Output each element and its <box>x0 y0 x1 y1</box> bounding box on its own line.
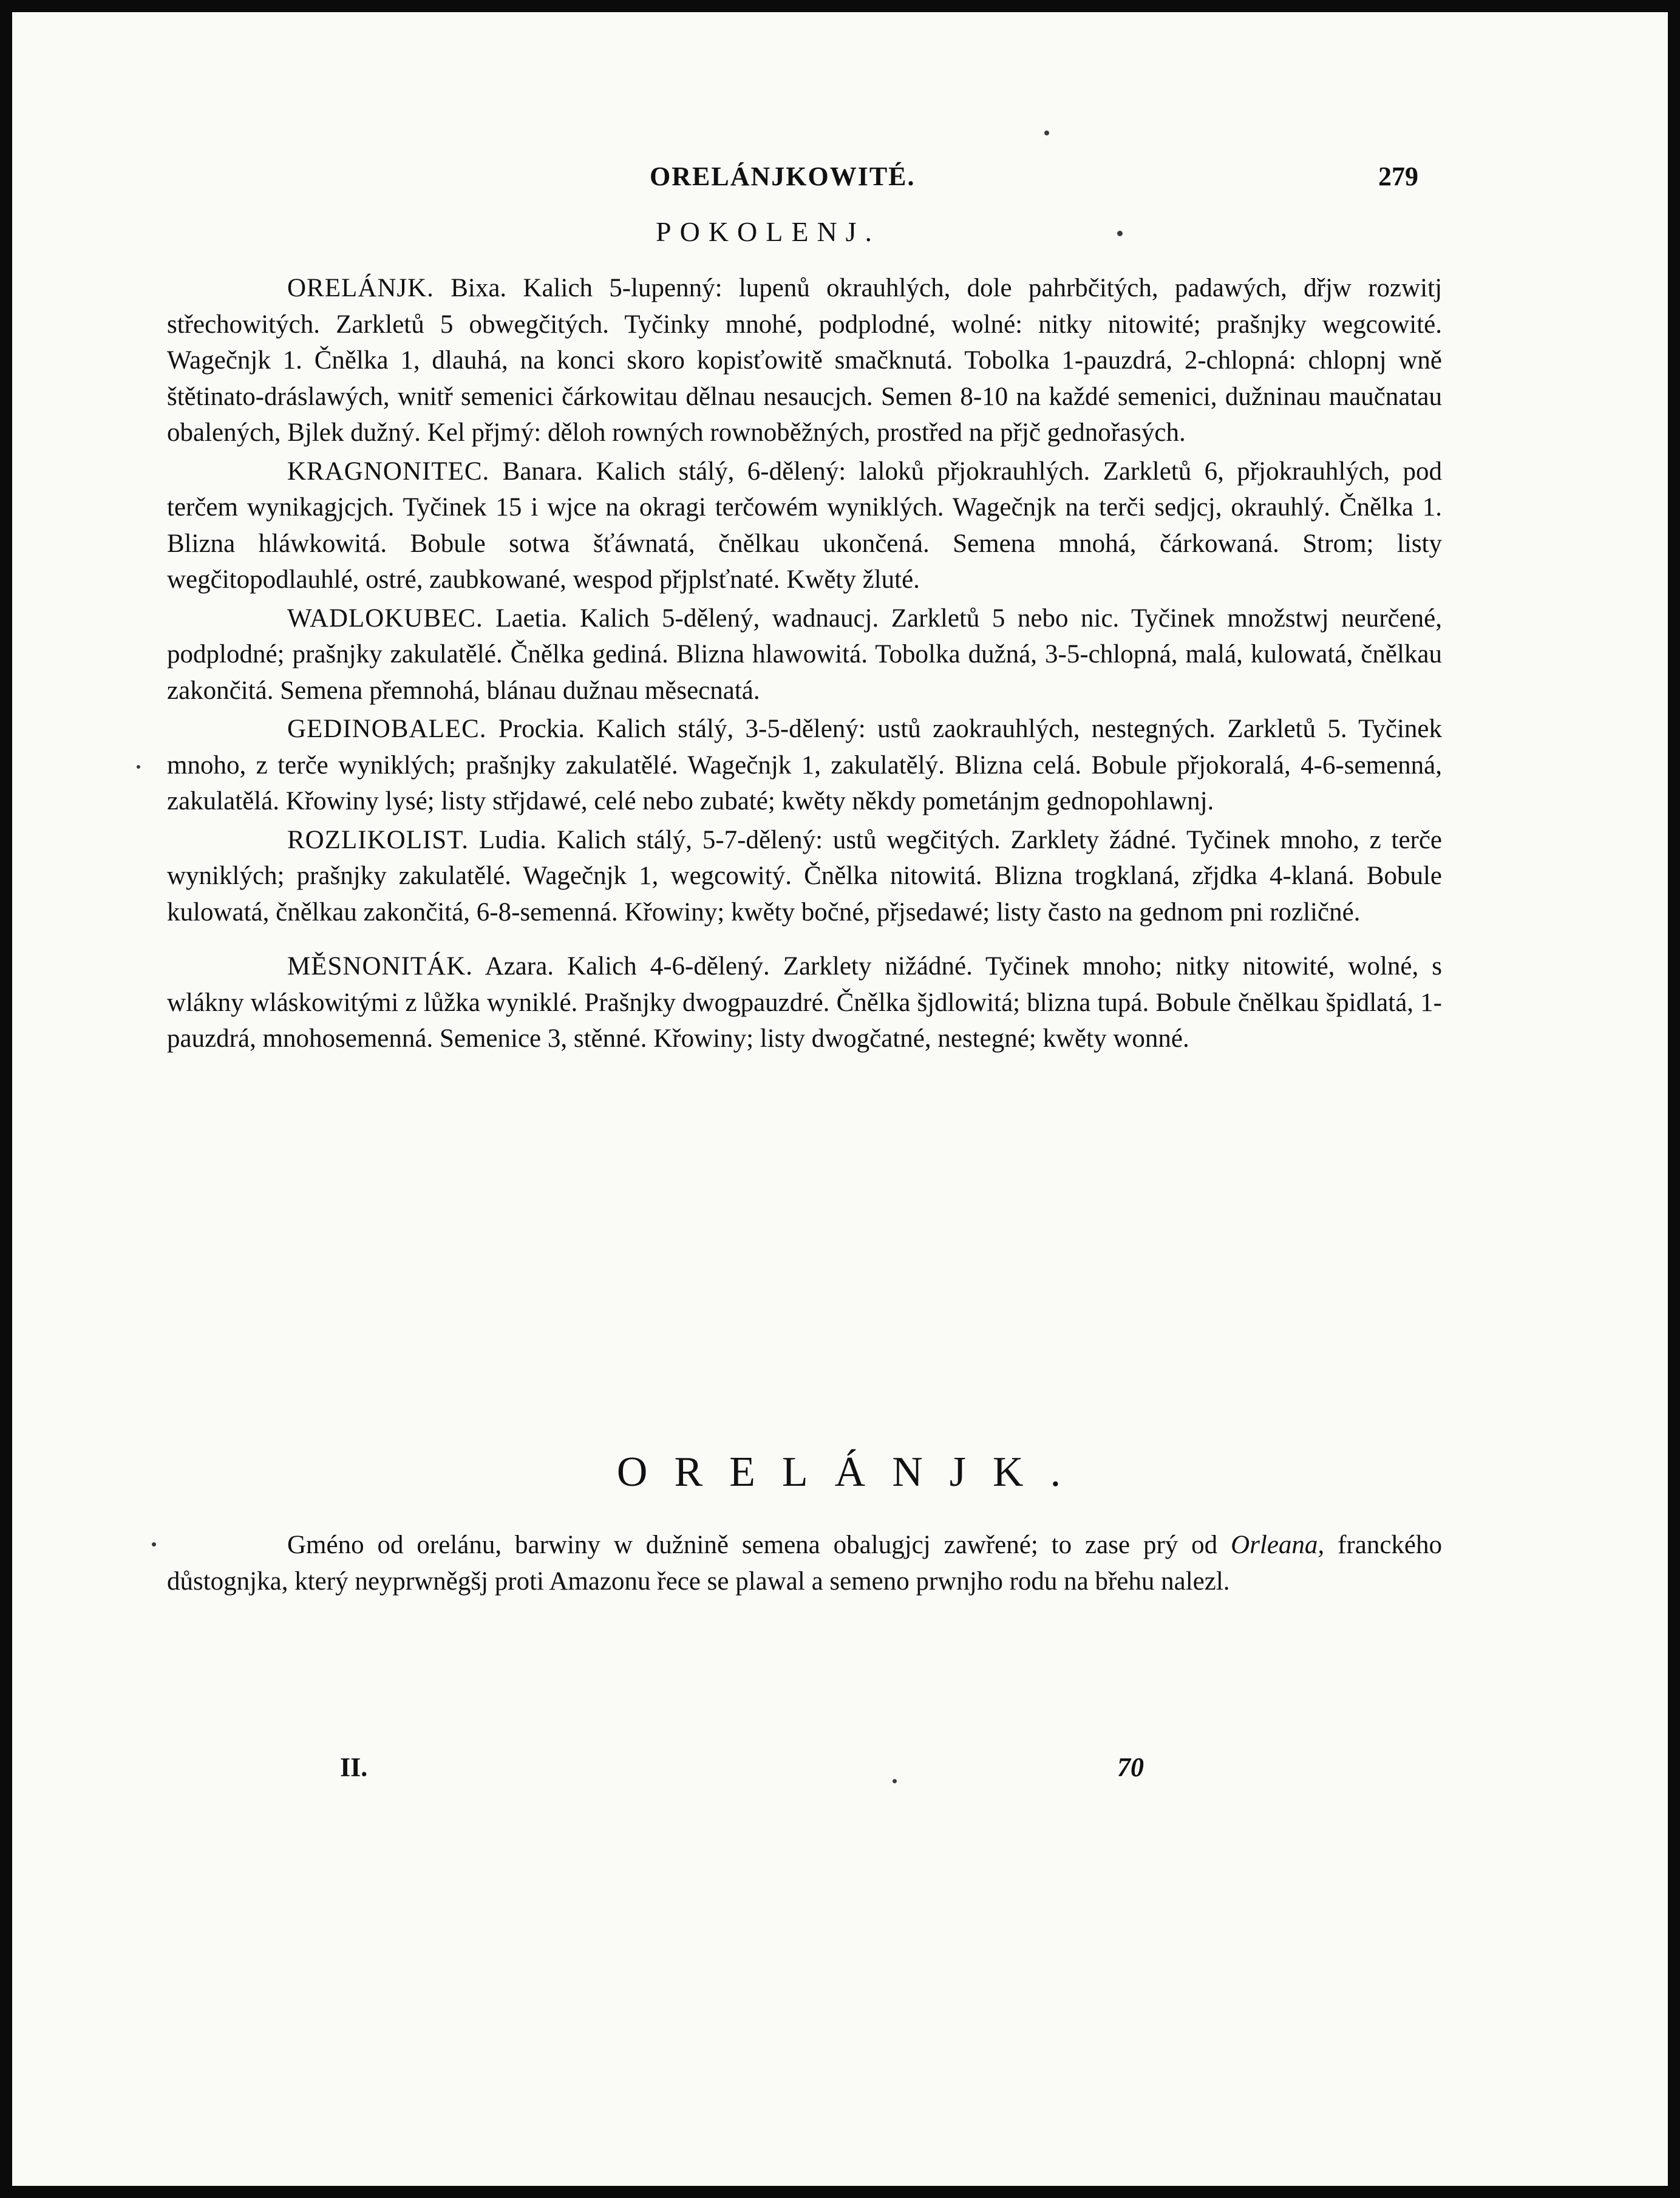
genus-name: GEDINOBALEC. <box>287 715 487 743</box>
running-head <box>12 161 1668 197</box>
genus-description: Kalich stálý, 6-dělený: laloků přjokrauhlých. Zarkletů 6, přjokrauhlých, pod terčem wynikagjcjch. Tyčinek 15 i wjce na okragi terčowém wyniklých. Wagečnjk na terči sedjcj, okrauhlý. Čnělka 1. Blizna hláwkowitá. Bobule sotwa šťáwnatá, čnělkau ukončená. Semena mnohá, čárkowaná. Strom; listy wegčitopodlauhlé, ostré, zaubkowané, wespod přjplsťnaté. Kwěty žluté. <box>167 457 1442 594</box>
genus-entry <box>167 270 1442 451</box>
print-speck <box>1044 131 1049 135</box>
etymology-text: Gméno od orelánu, barwiny w dužnině semena obalugjcj zawřené; to zase prý od <box>287 1531 1218 1559</box>
etymology-paragraph <box>167 1527 1442 1599</box>
catchword: 70 <box>1117 1752 1144 1782</box>
print-speck <box>1117 231 1123 236</box>
latin-name: Bixa. <box>451 274 507 302</box>
genus-name: ROZLIKOLIST. <box>287 825 469 854</box>
signature-mark: II. <box>340 1752 368 1782</box>
genus-name: WADLOKUBEC. <box>287 604 483 633</box>
print-speck <box>893 1779 897 1783</box>
genus-description: Kalich stálý, 3-5-dělený: ustů zaokrauhlých, nestegných. Zarkletů 5. Tyčinek mnoho, z terče wyniklých; prašnjky zakulatělé. Wagečnjk 1, zakulatělý. Blizna celá. Bobule přjokoralá, 4-6-semenná, zakulatělá. Křowiny lysé; listy střjdawé, celé nebo zubaté; kwěty někdy pometánjm gednopohlawnj. <box>167 715 1443 815</box>
genus-entry <box>167 601 1442 709</box>
running-title: ORELÁNJKOWITÉ. <box>650 162 916 191</box>
genus-entry <box>167 711 1442 820</box>
book-page <box>12 12 1668 2186</box>
genus-description: Kalich stálý, 5-7-dělený: ustů wegčitých. Zarklety žádné. Tyčinek mnoho, z terče wyniklých; prašnjky zakulatělé. Wagečnjk 1, wegcowitý. Čnělka nitowitá. Blizna trogklaná, zřjdka 4-klaná. Bobule kulowatá, čnělkau zakončitá, 6-8-semenná. Křowiny; kwěty bočné, přjsedawé; listy často na gednom pni rozličné. <box>167 825 1443 927</box>
genus-description: Kalich 4-6-dělený. Zarklety nižádné. Tyčinek mnoho; nitky nitowité, wolné, s wlákny wláskowitými z lůžka wyniklé. Prašnjky dwogpauzdré. Čnělka šjdlowitá; blizna tupá. Bobule čnělkau špidlatá, 1-pauzdrá, mnohosemenná. Semenice 3, stěnné. Křowiny; listy dwogčatné, nestegné; kwěty wonné. <box>167 952 1442 1053</box>
etymology-text-continued: franckého důstognjka, který neyprwněgšj proti Amazonu řece se plawal a semeno prwnjho rodu na břehu nalezl. <box>167 1531 1443 1596</box>
section-heading: POKOLENJ. <box>656 216 881 247</box>
latin-name: Ludia. <box>478 825 546 854</box>
genus-entry <box>167 822 1442 931</box>
genus-name: ORELÁNJK. <box>287 274 434 302</box>
genus-description: Kalich 5-lupenný: lupenů okrauhlých, dole pahrbčitých, padawých, dřjw rozwitj střechowitých. Zarkletů 5 obwegčitých. Tyčinky mnohé, podplodné, wolné: nitky nitowité; prašnjky wegcowité. Wagečnjk 1. Čnělka 1, dlauhá, na konci skoro kopisťowitě smačknutá. Tobolka 1-pauzdrá, 2-chlopná: chlopnj wně štětinato-dráslawých, wnitř semenici čárkowitau dělnau nesaucjch. Semen 8-10 na každé semenici, dužninau maučnatau obalených, Bjlek dužný. Kel přjmý: děloh rowných rownoběžných, prostřed na přjč gednořasých. <box>167 274 1443 447</box>
page-number: 279 <box>1378 162 1418 191</box>
genus-entry <box>167 948 1442 1057</box>
genus-description: Kalich 5-dělený, wadnaucj. Zarkletů 5 nebo nic. Tyčinek množstwj neurčené, podplodné; prašnjky zakulatělé. Čnělka gediná. Blizna hlawowitá. Tobolka dužná, 3-5-chlopná, malá, kulowatá, čnělkau zakončitá. Semena přemnohá, blánau dužnau měsecnatá. <box>167 604 1443 705</box>
latin-name: Azara. <box>485 952 554 981</box>
genus-title: ORELÁNJK. <box>616 1449 1088 1495</box>
etymology-foreign-name: Orleana, <box>1231 1531 1325 1559</box>
genus-name: KRAGNONITEC. <box>287 457 490 486</box>
print-speck <box>137 765 140 769</box>
genus-entries <box>167 270 1442 1060</box>
latin-name: Prockia. <box>498 715 585 743</box>
genus-name: MĚSNONITÁK. <box>287 952 474 981</box>
latin-name: Banara. <box>502 457 583 486</box>
entry-spacer <box>167 933 1442 948</box>
latin-name: Laetia. <box>495 604 568 633</box>
print-speck <box>152 1542 156 1546</box>
genus-entry <box>167 454 1442 598</box>
